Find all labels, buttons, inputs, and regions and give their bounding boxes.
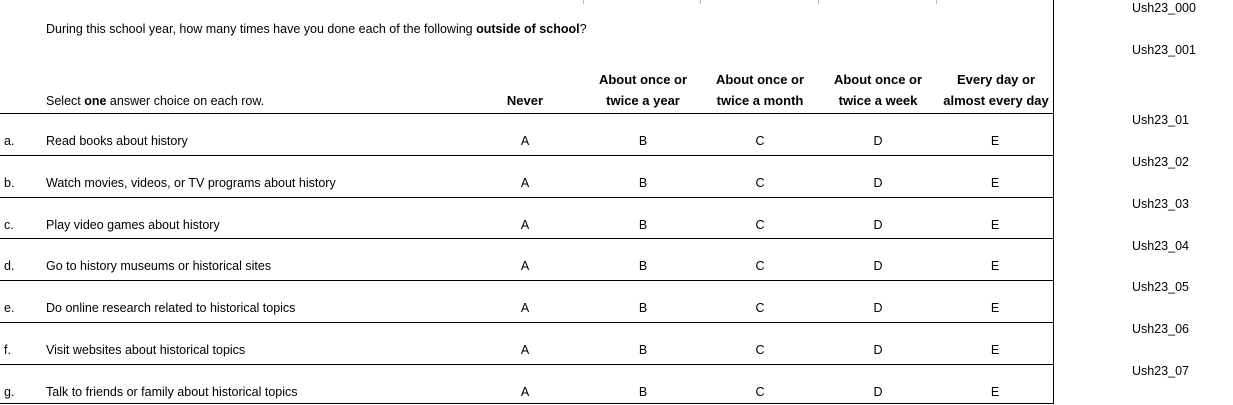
instruction-text: Select one answer choice on each row. [46,94,265,108]
answer-choice[interactable]: B [638,134,648,148]
row-letter: d. [4,259,15,273]
answer-choice[interactable]: A [520,301,530,315]
column-header-year: About once or twice a year [598,72,688,108]
row-letter: b. [4,176,15,190]
row-label: Visit websites about historical topics [46,343,246,357]
answer-choice[interactable]: B [638,218,648,232]
row-divider [0,364,1054,365]
answer-choice[interactable]: E [990,301,1000,315]
answer-choice[interactable]: C [755,259,765,273]
answer-choice[interactable]: C [755,218,765,232]
row-letter: c. [4,218,14,232]
column-header-week: About once or twice a week [833,72,923,108]
answer-choice[interactable]: C [755,385,765,399]
row-divider [0,197,1054,198]
answer-choice[interactable]: E [990,343,1000,357]
answer-choice[interactable]: D [873,218,883,232]
variable-code: Ush23_000 [1132,1,1196,15]
variable-code: Ush23_001 [1132,43,1196,57]
column-header-daily: Every day or almost every day [943,72,1049,108]
column-header-never: Never [506,93,544,108]
variable-code: Ush23_01 [1132,113,1189,127]
variable-code: Ush23_04 [1132,239,1189,253]
answer-choice[interactable]: E [990,259,1000,273]
variable-code: Ush23_02 [1132,155,1189,169]
answer-choice[interactable]: E [990,385,1000,399]
variable-code: Ush23_06 [1132,322,1189,336]
answer-choice[interactable]: B [638,176,648,190]
row-label: Go to history museums or historical sites [46,259,272,273]
row-divider [0,113,1054,114]
row-label: Do online research related to historical topics [46,301,296,315]
answer-choice[interactable]: C [755,301,765,315]
answer-choice[interactable]: D [873,259,883,273]
answer-choice[interactable]: A [520,343,530,357]
row-letter: a. [4,134,15,148]
row-divider [0,280,1054,281]
answer-choice[interactable]: B [638,343,648,357]
answer-choice[interactable]: E [990,176,1000,190]
row-label: Read books about history [46,134,188,148]
answer-choice[interactable]: A [520,259,530,273]
row-letter: f. [4,343,11,357]
row-letter: g. [4,385,15,399]
row-divider [0,155,1054,156]
answer-choice[interactable]: A [520,134,530,148]
row-label: Watch movies, videos, or TV programs about history [46,176,336,190]
answer-choice[interactable]: B [638,301,648,315]
answer-choice[interactable]: C [755,343,765,357]
row-divider [0,322,1054,323]
answer-choice[interactable]: B [638,385,648,399]
answer-choice[interactable]: D [873,134,883,148]
answer-choice[interactable]: E [990,134,1000,148]
variable-code: Ush23_05 [1132,280,1189,294]
answer-choice[interactable]: D [873,385,883,399]
answer-choice[interactable]: B [638,259,648,273]
row-divider [0,238,1054,239]
answer-choice[interactable]: C [755,176,765,190]
question-text: During this school year, how many times have you done each of the following outside of school? [46,22,587,36]
answer-choice[interactable]: D [873,301,883,315]
variable-code: Ush23_03 [1132,197,1189,211]
answer-choice[interactable]: D [873,343,883,357]
row-label: Talk to friends or family about historical topics [46,385,298,399]
answer-choice[interactable]: A [520,218,530,232]
answer-choice[interactable]: C [755,134,765,148]
variable-code: Ush23_07 [1132,364,1189,378]
answer-choice[interactable]: E [990,218,1000,232]
answer-choice[interactable]: D [873,176,883,190]
row-label: Play video games about history [46,218,220,232]
column-header-month: About once or twice a month [715,72,805,108]
answer-choice[interactable]: A [520,176,530,190]
row-letter: e. [4,301,15,315]
answer-choice[interactable]: A [520,385,530,399]
